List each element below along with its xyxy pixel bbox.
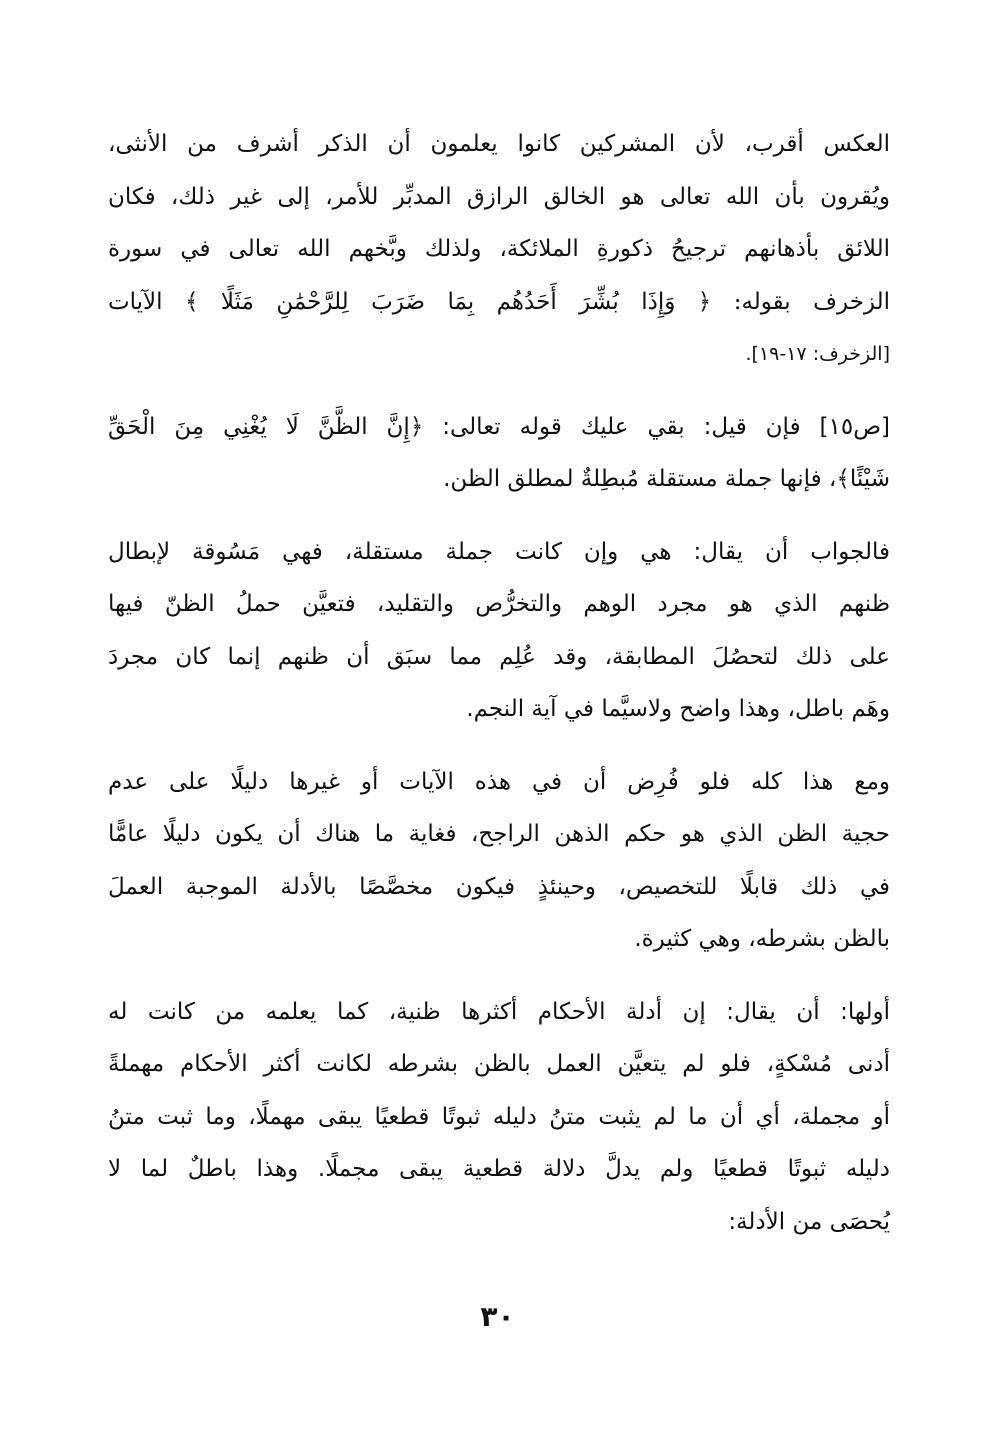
text-line: أدنى مُسْكةٍ، فلو لم يتعيَّن العمل بالظن بشرطه لكانت أكثر الأحكام مهملةً <box>108 1051 890 1077</box>
text-line: دليله ثبوتًا قطعيًا ولم يدلَّ دلالة قطعية يبقى مجملًا. وهذا باطلٌ لما لا <box>108 1156 890 1182</box>
text-line: ومع هذا كله فلو فُرِض أن في هذه الآيات أو غيرها دليلًا على عدم <box>108 768 890 795</box>
page-body <box>108 118 890 1268</box>
paragraph-3 <box>108 526 890 736</box>
text-line: في ذلك قابلًا للتخصيص، وحينئذٍ فيكون مخصَّصًا بالأدلة الموجبة العملَ <box>108 873 890 900</box>
text-line: فالجواب أن يقال: هي وإن كانت جملة مستقلة، فهي مَسُوقة لإبطال <box>108 538 890 565</box>
quran-verse-line: الزخرف بقوله: ﴿ وَإِذَا بُشِّرَ أَحَدُهُم بِمَا ضَرَبَ لِلرَّحْمَٰنِ مَثَلًا ﴾ الآيات <box>108 288 890 315</box>
page-number: ٣٠ <box>480 1300 515 1333</box>
text-line: وهَم باطل، وهذا واضح ولاسيَّما في آية النجم. <box>466 696 890 722</box>
paragraph-4 <box>108 756 890 966</box>
text-line: العكس أقرب، لأن المشركين كانوا يعلمون أن الذكر أشرف من الأنثى، <box>108 131 890 157</box>
text-line: حجية الظن الذي هو حكم الذهن الراجح، فغاية ما هناك أن يكون دليلًا عامًّا <box>108 821 890 847</box>
paragraph-2 <box>108 401 890 506</box>
text-line: بالظن بشرطه، وهي كثيرة. <box>634 926 890 952</box>
text-line: أولها: أن يقال: إن أدلة الأحكام أكثرها ظنية، كما يعلمه من كانت له <box>108 998 890 1025</box>
text-line: ظنهم الذي هو مجرد الوهم والتخرُّص والتقليد، فتعيَّن حملُ الظنّ فيها <box>108 591 890 617</box>
text-line: على ذلك لتحصُلَ المطابقة، وقد عُلِم مما سبَق أن ظنهم إنما كان مجردَ <box>108 643 890 670</box>
paragraph-5 <box>108 986 890 1249</box>
verse-reference: [الزخرف: ١٧-١٩]. <box>745 343 890 365</box>
text-line: أو مجملة، أي أن ما لم يثبت متنُ دليله ثبوتًا قطعيًا يبقى مهملًا، وما ثبت متنُ <box>108 1103 890 1130</box>
paragraph-1 <box>108 118 890 381</box>
text-line: اللائق بأذهانهم ترجيحُ ذكورةِ الملائكة، ولذلك وبَّخهم الله تعالى في سورة <box>108 236 890 262</box>
text-line: [ص١٥] فإن قيل: بقي عليك قوله تعالى: ﴿إِنَّ الظَّنَّ لَا يُغْنِي مِنَ الْحَقِّ <box>108 413 890 440</box>
text-line: ويُقرون بأن الله تعالى هو الخالق الرازق المدبِّر للأمر، إلى غير ذلك، فكان <box>108 183 890 210</box>
text-line: يُحصَى من الأدلة: <box>728 1208 890 1235</box>
text-line: شَيْئًا﴾، فإنها جملة مستقلة مُبطِلةٌ لمطلق الظن. <box>443 466 890 492</box>
